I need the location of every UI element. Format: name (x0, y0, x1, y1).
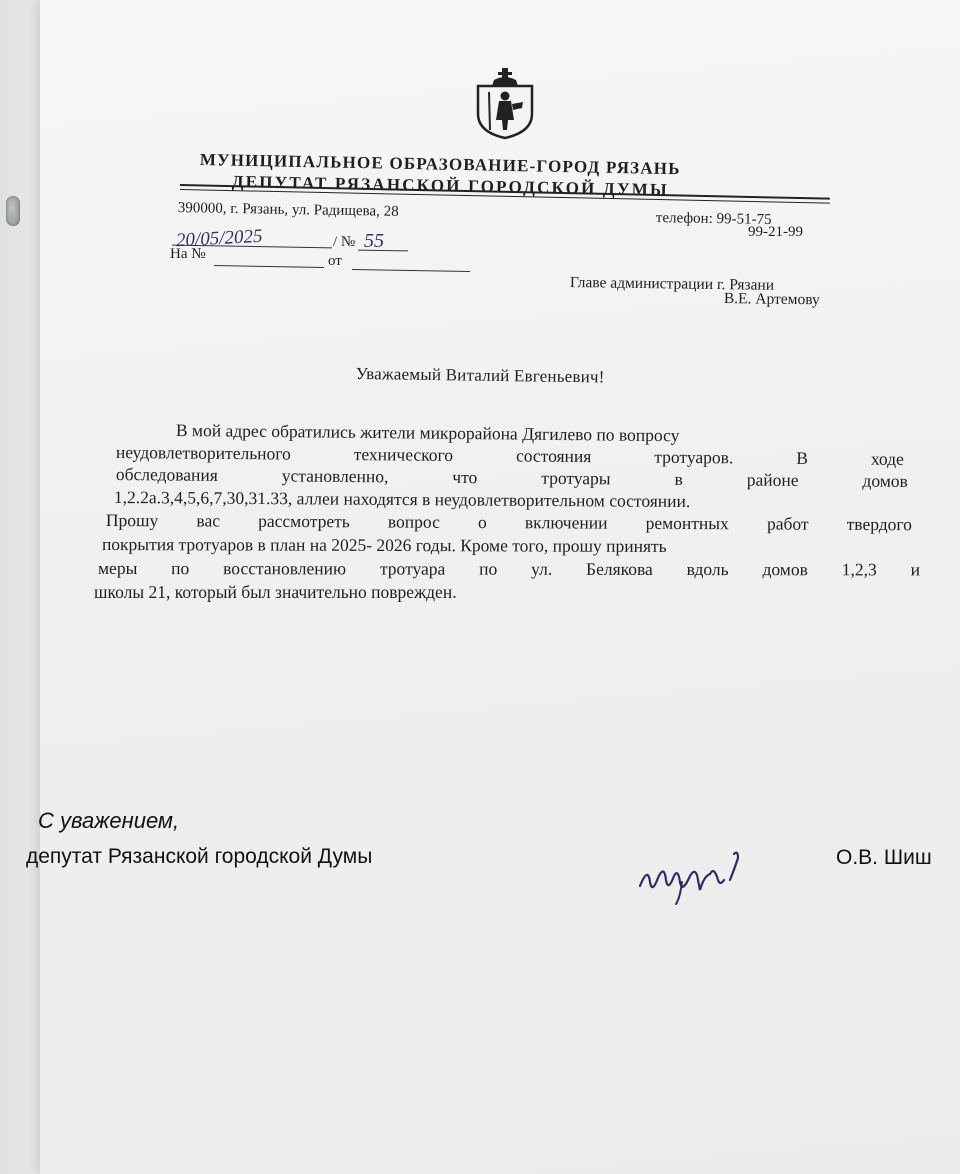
salutation: Уважаемый Виталий Евгеньевич! (355, 364, 605, 387)
closing-phrase: С уважением, (38, 808, 180, 833)
body-line: неудовлетворительного технического состояния тротуаров. В ходе (115, 442, 904, 469)
body-line: школы 21, который был значительно поврежден. (94, 582, 457, 602)
signer-name: О.В. Шиш (836, 846, 932, 869)
body-line: 1,2.2а.3,4,5,6,7,30,31.33, аллеи находятся в неудовлетворительном состоянии. (113, 487, 691, 512)
recipient-name: В.Е. Артемову (723, 290, 820, 309)
reference-date-label: от (328, 253, 342, 269)
body-line: обследования установленно, что тротуары в районе домов (115, 464, 908, 491)
registration-number: 55 (364, 230, 384, 252)
recipient-position: Главе администрации г. Рязани (569, 274, 775, 294)
sender-phone: телефон: 99-51-75 (655, 210, 772, 229)
ryazan-coat-of-arms-icon (472, 66, 538, 140)
reference-number-label: На № (170, 246, 206, 262)
registration-number-label: / № (333, 234, 356, 250)
handwritten-signature (634, 846, 754, 910)
reference-number-line (214, 265, 324, 268)
reference-date-line (352, 269, 470, 272)
sender-phone-2: 99-21-99 (748, 224, 803, 240)
registration-date: 20/05/2025 (175, 225, 264, 252)
signer-position: депутат Рязанской городской Думы (26, 845, 373, 868)
body-line: Прошу вас рассмотреть вопрос о включении ремонтных работ твердого (105, 510, 912, 535)
position-title: ДЕПУТАТ РЯЗАНСКОЙ ГОРОДСКОЙ ДУМЫ (231, 172, 670, 200)
organization-title: МУНИЦИПАЛЬНОЕ ОБРАЗОВАНИЕ-ГОРОД РЯЗАНЬ (199, 150, 681, 179)
body-line: покрытия тротуаров в план на 2025- 2026 годы. Кроме того, прошу принять (101, 534, 667, 556)
body-line: В мой адрес обратились жители микрорайона Дягилево по вопросу (175, 420, 680, 446)
body-line: меры по восстановлению тротуара по ул. Белякова вдоль домов 1,2,3 и (97, 558, 920, 580)
sender-address: 390000, г. Рязань, ул. Радищева, 28 (177, 200, 399, 220)
